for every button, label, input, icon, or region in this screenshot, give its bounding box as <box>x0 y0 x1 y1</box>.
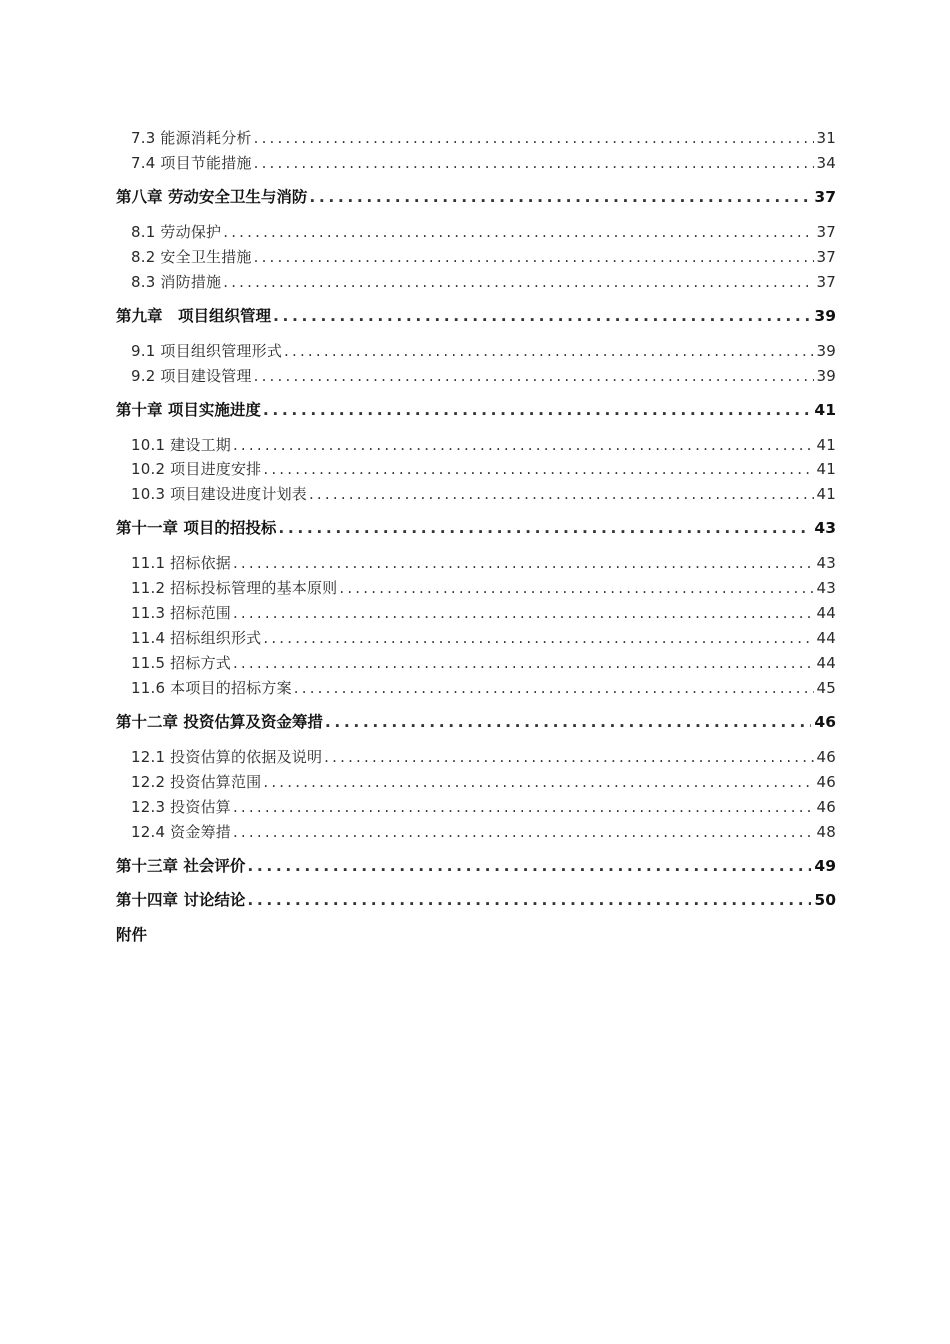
toc-dot-leader <box>263 627 813 649</box>
toc-dot-leader <box>309 483 814 505</box>
toc-section-row[interactable] <box>131 602 836 624</box>
toc-page-number: 37 <box>814 188 836 206</box>
toc-appendix-row[interactable] <box>116 924 316 946</box>
toc-page-number: 37 <box>816 273 836 291</box>
toc-dot-leader <box>254 152 814 174</box>
toc-entry-title: 8.3 消防措施 <box>131 273 222 291</box>
toc-section-row[interactable] <box>131 340 836 362</box>
toc-entry-title: 9.1 项目组织管理形式 <box>131 342 283 360</box>
toc-dot-leader <box>284 340 813 362</box>
toc-page-number: 44 <box>816 629 836 647</box>
toc-entry-title: 12.4 资金筹措 <box>131 823 231 841</box>
toc-entry-title: 第八章 劳动安全卫生与消防 <box>116 188 308 206</box>
toc-dot-leader <box>233 821 814 843</box>
toc-dot-leader <box>273 305 811 327</box>
toc-entry-title: 第十章 项目实施进度 <box>116 401 261 419</box>
toc-section-row[interactable] <box>131 152 836 174</box>
toc-dot-leader <box>233 434 814 456</box>
toc-entry-title: 8.1 劳动保护 <box>131 223 222 241</box>
toc-entry-title: 7.3 能源消耗分析 <box>131 129 252 147</box>
toc-chapter-row[interactable] <box>116 305 836 327</box>
toc-chapter-row[interactable] <box>116 517 836 539</box>
toc-page-number: 46 <box>814 713 836 731</box>
toc-section-row[interactable] <box>131 677 836 699</box>
toc-entry-title: 附件 <box>116 926 148 944</box>
toc-dot-leader <box>233 652 814 674</box>
toc-section-row[interactable] <box>131 434 836 456</box>
toc-entry-title: 11.3 招标范围 <box>131 604 231 622</box>
toc-section-row[interactable] <box>131 577 836 599</box>
toc-section-row[interactable] <box>131 271 836 293</box>
toc-page-number: 41 <box>816 485 836 503</box>
toc-entry-title: 11.1 招标依据 <box>131 554 231 572</box>
toc-entry-title: 11.2 招标投标管理的基本原则 <box>131 579 338 597</box>
toc-entry-title: 第十一章 项目的招投标 <box>116 519 277 537</box>
toc-entry-title: 第九章 项目组织管理 <box>116 307 272 325</box>
toc-section-row[interactable] <box>131 221 836 243</box>
toc-entry-title: 10.1 建设工期 <box>131 436 231 454</box>
toc-entry-title: 10.2 项目进度安排 <box>131 460 262 478</box>
toc-section-row[interactable] <box>131 746 836 768</box>
toc-dot-leader <box>263 458 813 480</box>
toc-section-row[interactable] <box>131 246 836 268</box>
toc-page-number: 44 <box>816 604 836 622</box>
toc-page-number: 43 <box>816 554 836 572</box>
toc-entry-title: 第十三章 社会评价 <box>116 857 246 875</box>
toc-dot-leader <box>247 855 811 877</box>
toc-entry-title: 12.1 投资估算的依据及说明 <box>131 748 323 766</box>
toc-page-number: 39 <box>816 367 836 385</box>
toc-dot-leader <box>278 517 811 539</box>
toc-entry-title: 12.2 投资估算范围 <box>131 773 262 791</box>
toc-section-row[interactable] <box>131 652 836 674</box>
toc-page-number: 41 <box>816 436 836 454</box>
toc-dot-leader <box>309 186 811 208</box>
toc-chapter-row[interactable] <box>116 186 836 208</box>
toc-dot-leader <box>263 399 812 421</box>
toc-page-number: 41 <box>816 460 836 478</box>
toc-dot-leader <box>247 889 811 911</box>
toc-entry-title: 第十四章 讨论结论 <box>116 891 246 909</box>
toc-dot-leader <box>254 127 814 149</box>
toc-page-number: 43 <box>814 519 836 537</box>
toc-page-number: 34 <box>816 154 836 172</box>
toc-page-number: 48 <box>816 823 836 841</box>
toc-page-number: 39 <box>816 342 836 360</box>
toc-page-number: 50 <box>814 891 836 909</box>
toc-dot-leader <box>263 771 813 793</box>
toc-dot-leader <box>324 746 813 768</box>
toc-dot-leader <box>294 677 814 699</box>
toc-dot-leader <box>223 271 813 293</box>
toc-chapter-row[interactable] <box>116 889 836 911</box>
toc-page-number: 45 <box>816 679 836 697</box>
toc-entry-title: 7.4 项目节能措施 <box>131 154 252 172</box>
toc-dot-leader <box>233 796 814 818</box>
toc-entry-title: 9.2 项目建设管理 <box>131 367 252 385</box>
toc-entry-title: 12.3 投资估算 <box>131 798 231 816</box>
toc-dot-leader <box>233 552 814 574</box>
toc-page-number: 44 <box>816 654 836 672</box>
toc-dot-leader <box>233 602 814 624</box>
toc-section-row[interactable] <box>131 821 836 843</box>
toc-page-number: 46 <box>816 748 836 766</box>
toc-page-number: 39 <box>814 307 836 325</box>
toc-dot-leader <box>223 221 813 243</box>
toc-section-row[interactable] <box>131 771 836 793</box>
toc-entry-title: 8.2 安全卫生措施 <box>131 248 252 266</box>
toc-chapter-row[interactable] <box>116 855 836 877</box>
toc-page-number: 46 <box>816 798 836 816</box>
toc-section-row[interactable] <box>131 365 836 387</box>
toc-dot-leader <box>339 577 813 599</box>
toc-entry-title: 11.6 本项目的招标方案 <box>131 679 292 697</box>
toc-section-row[interactable] <box>131 627 836 649</box>
toc-chapter-row[interactable] <box>116 399 836 421</box>
toc-page-number: 37 <box>816 248 836 266</box>
toc-section-row[interactable] <box>131 483 836 505</box>
toc-page-number: 41 <box>814 401 836 419</box>
toc-page-number: 43 <box>816 579 836 597</box>
toc-entry-title: 11.4 招标组织形式 <box>131 629 262 647</box>
toc-section-row[interactable] <box>131 552 836 574</box>
toc-dot-leader <box>254 365 814 387</box>
toc-entry-title: 10.3 项目建设进度计划表 <box>131 485 307 503</box>
toc-entry-title: 11.5 招标方式 <box>131 654 231 672</box>
toc-chapter-row[interactable] <box>116 711 836 733</box>
toc-page-number: 37 <box>816 223 836 241</box>
toc-page-number: 46 <box>816 773 836 791</box>
toc-section-row[interactable] <box>131 458 836 480</box>
toc-dot-leader <box>254 246 814 268</box>
toc-entry-title: 第十二章 投资估算及资金筹措 <box>116 713 323 731</box>
toc-page-number: 31 <box>816 129 836 147</box>
toc-section-row[interactable] <box>131 796 836 818</box>
toc-page-number: 49 <box>814 857 836 875</box>
toc-dot-leader <box>325 711 812 733</box>
toc-section-row[interactable] <box>131 127 836 149</box>
